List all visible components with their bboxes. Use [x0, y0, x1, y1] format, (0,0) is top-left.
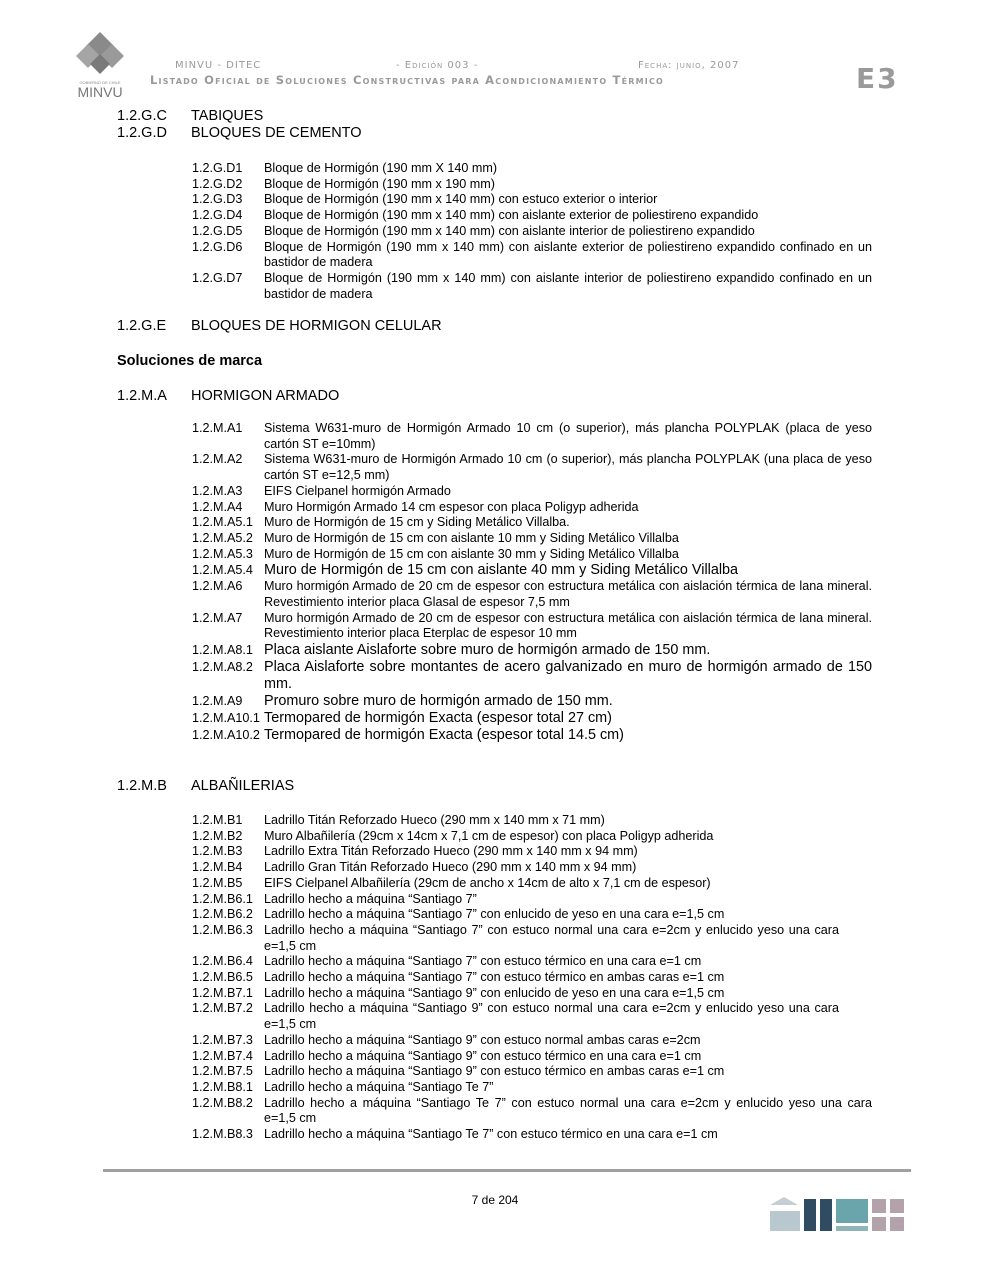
item-text: Muro de Hormigón de 15 cm con aislante 30 mm y Siding Metálico Villalba: [264, 546, 679, 561]
item-text: Ladrillo Titán Reforzado Hueco (290 mm x 140 mm x 71 mm): [264, 813, 605, 827]
item-code: 1.2.M.B6.2: [192, 907, 253, 922]
list-item: [192, 562, 872, 579]
item-text: Ladrillo hecho a máquina “Santiago 7” con enlucido de yeso en una cara e=1,5 cm: [264, 907, 725, 922]
item-text: Bloque de Hormigón (190 mm X 140 mm): [264, 161, 498, 175]
item-code: 1.2.M.B4: [192, 860, 243, 875]
item-text: Ladrillo hecho a máquina “Santiago Te 7” con estuco térmico en una cara e=1 cm: [264, 1127, 718, 1142]
item-code: 1.2.M.A8.1: [192, 643, 253, 658]
mb-list: [192, 813, 872, 1143]
item-text: Ladrillo Extra Titán Reforzado Hueco (290 mm x 140 mm x 94 mm): [264, 844, 638, 859]
item-text: Muro de Hormigón de 15 cm con aislante 40 mm y Siding Metálico Villalba: [264, 562, 739, 579]
item-code: 1.2.G.D2: [192, 176, 243, 191]
list-item: [192, 1049, 872, 1065]
item-text: Muro hormigón Armado de 20 cm de espesor con estructura metálica con aislación térmica de lana mineral. Revestimiento interior placa Eterplac de espesor 10 mm: [264, 610, 872, 641]
list-item: [192, 1064, 872, 1080]
header-date: Fecha: junio, 2007: [638, 60, 740, 71]
list-item: [192, 161, 872, 177]
section-heading: 1.2.G.E BLOQUES DE HORMIGON CELULAR: [117, 318, 442, 334]
item-code: 1.2.M.A7: [192, 610, 243, 625]
item-code: 1.2.G.D6: [192, 239, 243, 254]
item-code: 1.2.M.B8.2: [192, 1095, 253, 1110]
item-text: Placa aislante Aislaforte sobre muro de hormigón armado de 150 mm.: [264, 642, 711, 659]
list-item: [192, 224, 872, 240]
item-text: Sistema W631-muro de Hormigón Armado 10 cm (o superior), más plancha POLYPLAK (una placa de yeso cartón ST e=12,5 mm): [264, 452, 872, 483]
item-text: Bloque de Hormigón (190 mm x 140 mm) con aislante interior de poliestireno expandido: [264, 223, 755, 238]
item-code: 1.2.G.D5: [192, 223, 243, 238]
list-item: [192, 611, 872, 642]
minvu-logo: [70, 30, 130, 100]
item-text: Bloque de Hormigón (190 mm x 140 mm) con aislante interior de poliestireno expandido confinado en un bastidor de madera: [264, 270, 872, 301]
item-text: Ladrillo hecho a máquina “Santiago Te 7” con estuco normal una cara e=2cm y enlucido yeso una cara e=1,5 cm: [264, 1095, 872, 1126]
logo-sub: GOBIERNO DE CHILE: [79, 80, 121, 85]
item-text: Ladrillo hecho a máquina “Santiago 9” con estuco térmico en una cara e=1 cm: [264, 1048, 702, 1063]
list-item: [192, 844, 872, 860]
item-text: Muro de Hormigón de 15 cm y Siding Metálico Villalba.: [264, 515, 570, 530]
list-item: [192, 177, 872, 193]
item-code: 1.2.M.B8.3: [192, 1127, 253, 1142]
item-text: Bloque de Hormigón (190 mm x 140 mm) con aislante exterior de poliestireno expandido confinado en un bastidor de madera: [264, 239, 872, 270]
list-item: [192, 693, 872, 710]
item-code: 1.2.G.D4: [192, 208, 243, 223]
section-heading: 1.2.G.C TABIQUES: [117, 108, 264, 124]
item-text: EIFS Cielpanel hormigón Armado: [264, 483, 451, 498]
item-text: Termopared de hormigón Exacta (espesor total 14.5 cm): [264, 727, 624, 744]
list-item: [192, 579, 872, 610]
item-text: Placa Aislaforte sobre montantes de acero galvanizado en muro de hormigón armado de 150 mm.: [264, 659, 872, 693]
item-text: Bloque de Hormigón (190 mm x 140 mm) con estuco exterior o interior: [264, 192, 658, 207]
item-code: 1.2.M.A5.2: [192, 530, 253, 545]
subheading-marca: Soluciones de marca: [117, 353, 263, 369]
item-text: Ladrillo hecho a máquina “Santiago 9” con estuco normal ambas caras e=2cm: [264, 1032, 701, 1047]
item-code: 1.2.M.A3: [192, 483, 243, 498]
list-item: [192, 452, 872, 483]
header-org: MINVU - DITEC: [175, 60, 262, 71]
item-text: Promuro sobre muro de hormigón armado de 150 mm.: [264, 693, 613, 710]
list-item: [192, 727, 872, 744]
item-text: Ladrillo hecho a máquina “Santiago 7” con estuco térmico en ambas caras e=1 cm: [264, 970, 725, 985]
header-edition: - Edición 003 -: [396, 60, 479, 71]
list-item: [192, 531, 872, 547]
item-text: Ladrillo hecho a máquina “Santiago 7” con estuco normal una cara e=2cm y enlucido yeso una cara e=1,5 cm: [264, 922, 839, 953]
list-item: [192, 271, 872, 302]
list-item: [192, 907, 872, 923]
list-item: [192, 1096, 872, 1127]
item-text: Ladrillo Gran Titán Reforzado Hueco (290 mm x 140 mm x 94 mm): [264, 860, 637, 875]
item-code: 1.2.M.B3: [192, 844, 243, 859]
list-item: [192, 829, 872, 845]
item-code: 1.2.M.B7.5: [192, 1064, 253, 1079]
item-code: 1.2.M.B8.1: [192, 1079, 253, 1094]
footer-logo-blocks-icon: [770, 1197, 908, 1231]
item-text: Muro de Hormigón de 15 cm con aislante 10 mm y Siding Metálico Villalba: [264, 530, 679, 545]
gd-list: [192, 161, 872, 302]
list-item: [192, 860, 872, 876]
list-item: [192, 813, 872, 829]
item-text: Ladrillo hecho a máquina “Santiago 7” con estuco térmico en una cara e=1 cm: [264, 954, 702, 969]
list-item: [192, 515, 872, 531]
list-item: [192, 1001, 872, 1032]
item-text: Ladrillo hecho a máquina “Santiago 9” con estuco normal una cara e=2cm y enlucido yeso una cara e=1,5 cm: [264, 1001, 839, 1032]
list-item: [192, 923, 872, 954]
item-text: Bloque de Hormigón (190 mm x 190 mm): [264, 176, 495, 191]
item-code: 1.2.M.B7.4: [192, 1048, 253, 1063]
list-item: [192, 659, 872, 693]
item-code: 1.2.M.B7.1: [192, 985, 253, 1000]
header-title: Listado Oficial de Soluciones Constructivas para Acondicionamiento Térmico: [150, 73, 665, 87]
item-code: 1.2.M.B6.3: [192, 922, 253, 937]
item-code: 1.2.M.A4: [192, 499, 243, 514]
item-code: 1.2.M.A5.4: [192, 563, 253, 578]
item-code: 1.2.M.B7.3: [192, 1032, 253, 1047]
ma-list: [192, 421, 872, 744]
item-text: Termopared de hormigón Exacta (espesor total 27 cm): [264, 710, 612, 727]
item-code: 1.2.G.D1: [192, 161, 243, 175]
list-item: [192, 484, 872, 500]
list-item: [192, 876, 872, 892]
item-code: 1.2.G.D3: [192, 192, 243, 207]
list-item: [192, 1033, 872, 1049]
list-item: [192, 986, 872, 1002]
list-item: [192, 954, 872, 970]
list-item: [192, 240, 872, 271]
item-code: 1.2.M.A8.2: [192, 660, 253, 675]
list-item: [192, 970, 872, 986]
section-heading: 1.2.M.B ALBAÑILERIAS: [117, 778, 295, 794]
item-text: Muro Albañilería (29cm x 14cm x 7,1 cm de espesor) con placa Poligyp adherida: [264, 828, 714, 843]
item-code: 1.2.M.A5.3: [192, 546, 253, 561]
list-item: [192, 421, 872, 452]
section-heading: 1.2.G.D BLOQUES DE CEMENTO: [117, 125, 362, 141]
item-code: 1.2.M.B6.4: [192, 954, 253, 969]
item-code: 1.2.M.B6.5: [192, 970, 253, 985]
list-item: [192, 208, 872, 224]
item-code: 1.2.M.A10.1: [192, 711, 260, 726]
list-item: [192, 642, 872, 659]
item-text: Ladrillo hecho a máquina “Santiago 7”: [264, 891, 477, 906]
list-item: [192, 192, 872, 208]
item-text: Sistema W631-muro de Hormigón Armado 10 cm (o superior), más plancha POLYPLAK (placa de yeso cartón ST e=10mm): [264, 421, 872, 451]
item-text: Ladrillo hecho a máquina “Santiago 9” con estuco térmico en ambas caras e=1 cm: [264, 1064, 725, 1079]
list-item: [192, 710, 872, 727]
item-code: 1.2.M.A9: [192, 694, 243, 709]
page-number: 7 de 204: [471, 1193, 519, 1207]
item-text: Ladrillo hecho a máquina “Santiago Te 7”: [264, 1079, 494, 1094]
item-text: Bloque de Hormigón (190 mm x 140 mm) con aislante exterior de poliestireno expandido: [264, 208, 759, 223]
item-code: 1.2.M.A2: [192, 452, 243, 467]
item-code: 1.2.M.A6: [192, 579, 243, 594]
list-item: [192, 500, 872, 516]
item-text: Muro Hormigón Armado 14 cm espesor con placa Poligyp adherida: [264, 499, 639, 514]
item-code: 1.2.M.A5.1: [192, 515, 253, 530]
item-code: 1.2.M.A1: [192, 421, 243, 435]
item-code: 1.2.M.A10.2: [192, 728, 260, 743]
item-code: 1.2.G.D7: [192, 270, 243, 285]
list-item: [192, 1080, 872, 1096]
item-code: 1.2.M.B1: [192, 813, 243, 827]
item-code: 1.2.M.B2: [192, 828, 243, 843]
list-item: [192, 892, 872, 908]
footer-divider: [103, 1169, 911, 1172]
list-item: [192, 547, 872, 563]
list-item: [192, 1127, 872, 1143]
item-text: EIFS Cielpanel Albañilería (29cm de ancho x 14cm de alto x 7,1 cm de espesor): [264, 875, 711, 890]
item-code: 1.2.M.B7.2: [192, 1001, 253, 1016]
logo-text: MINVU: [77, 84, 123, 100]
document-code: E3: [856, 62, 899, 95]
logo-diamond-icon: [70, 30, 130, 75]
item-code: 1.2.M.B5: [192, 875, 243, 890]
section-heading: 1.2.M.A HORMIGON ARMADO: [117, 388, 340, 404]
item-text: Ladrillo hecho a máquina “Santiago 9” con enlucido de yeso en una cara e=1,5 cm: [264, 985, 725, 1000]
item-text: Muro hormigón Armado de 20 cm de espesor con estructura metálica con aislación térmica de lana mineral. Revestimiento interior placa Glasal de espesor 7,5 mm: [264, 579, 872, 610]
item-code: 1.2.M.B6.1: [192, 891, 253, 906]
